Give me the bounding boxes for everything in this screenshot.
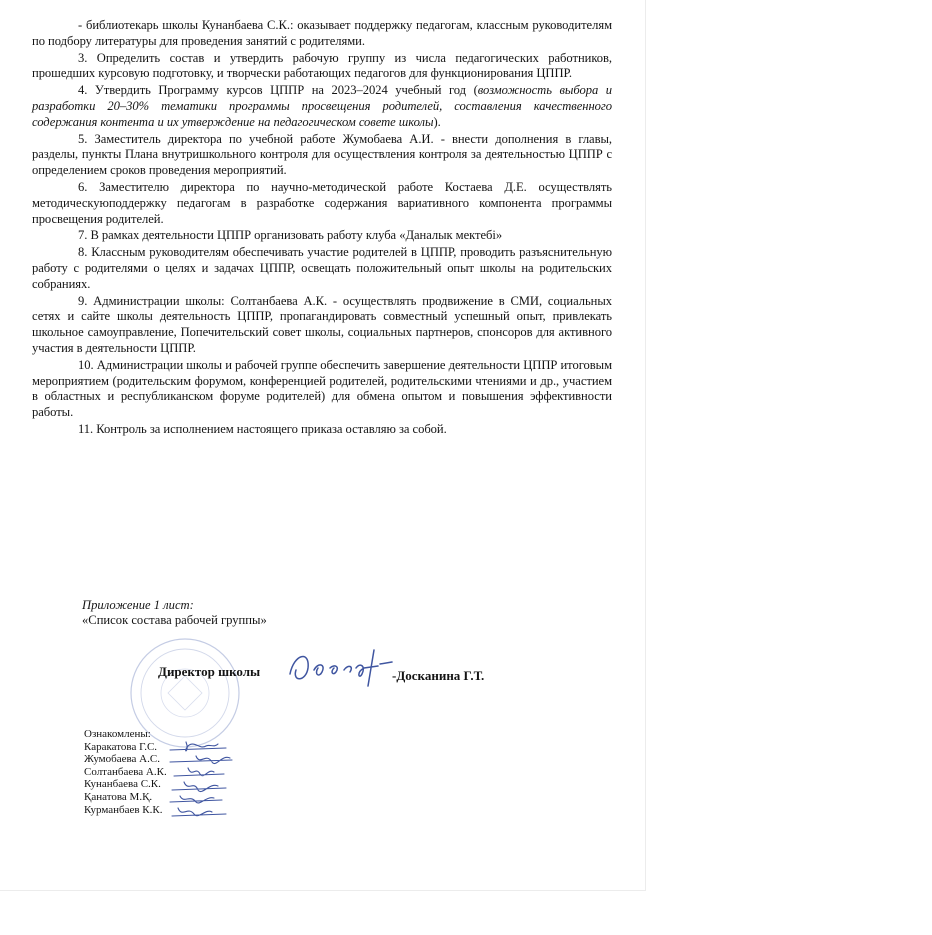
appendix-title: Приложение 1 лист: — [82, 598, 194, 612]
director-name: -Досканина Г.Т. — [392, 668, 485, 683]
order-body — [32, 18, 612, 439]
director-signature-icon — [284, 640, 396, 692]
acknowledged-person: Жумобаева А.С. — [84, 753, 160, 766]
acknowledgement-signatures-icon — [166, 740, 246, 822]
paragraph-3: 3. Определить состав и утвердить рабочую группу из числа педагогических работников, прошедших курсовую подготовку, и творчески работающих педагогов для функционирования ЦППР. — [32, 50, 612, 81]
paragraph-4-tail: ). — [433, 114, 441, 129]
appendix-list: «Список состава рабочей группы» — [82, 613, 267, 627]
paragraph-4-italic: возможность выбора и разработки 20–30% тематики программы просвещения родителей, составления качественного содержания контента и их утверждение на педагогическом совете школы — [32, 83, 612, 129]
paragraph-8: 8. Классным руководителям обеспечивать участие родителей в ЦППР, проводить разъяснительную работу с родителями о целях и задачах ЦППР, освещать положительный опыт школы на родительских собраниях. — [32, 245, 612, 291]
acknowledged-person: Кунанбаева С.К. — [84, 778, 161, 791]
acknowledged-person: Қанатова М.Қ. — [84, 790, 153, 803]
acknowledged-person: Солтанбаева А.К. — [84, 765, 167, 778]
acknowledged-person: Курманбаев К.К. — [84, 803, 163, 816]
paragraph-9: 9. Администрации школы: Солтанбаева А.К. - осуществлять продвижение в СМИ, социальных сетях и сайте школы деятельность ЦППР, пропагандировать совместный успешный опыт, привлекать школьное самоуправление, Попечительский совет школы, социальных партнеров, спонсоров для активного участия в деятельности ЦППР. — [32, 293, 612, 355]
acknowledged-title: Ознакомлены: — [84, 728, 151, 740]
appendix-block — [82, 598, 267, 628]
director-label: Директор школы — [158, 664, 261, 679]
paragraph-11: 11. Контроль за исполнением настоящего приказа оставляю за собой. — [78, 421, 447, 436]
paragraph-4-lead: 4. Утвердить Программу курсов ЦППР на 2023–2024 учебный год ( — [78, 83, 478, 98]
paragraph-7: 7. В рамках деятельности ЦППР организовать работу клуба «Даналык мектебі» — [78, 228, 503, 243]
paragraph-10: 10. Администрации школы и рабочей группе обеспечить завершение деятельности ЦППР итоговым мероприятием (родительским форумом, конференцией родителей, родительскими чтениями и др., участием в областных и республиканском форуме родителей) для обмена опытом и повышения эффективности работы. — [32, 357, 612, 420]
acknowledgement-list — [84, 728, 167, 816]
acknowledged-person: Каракатова Г.С. — [84, 740, 158, 753]
paragraph-4 — [32, 83, 612, 130]
paragraph-5: 5. Заместитель директора по учебной работе Жумобаева А.И. - внести дополнения в главы, разделы, пункты Плана внутришкольного контроля для осуществления контроля за деятельностью ЦППР с определением сроков проведения мероприятий. — [32, 131, 612, 178]
paragraph-librarian: - библиотекарь школы Кунанбаева С.К.: оказывает поддержку педагогам, классным руководителям по подбору литературы для проведения занятий с родителями. — [32, 18, 612, 48]
paragraph-6: 6. Заместителю директора по научно-методической работе Костаева Д.Е. осуществлять методическуюподдержку педагогам в разработке содержания вариативного компонента программы просвещения родителей. — [32, 179, 612, 226]
